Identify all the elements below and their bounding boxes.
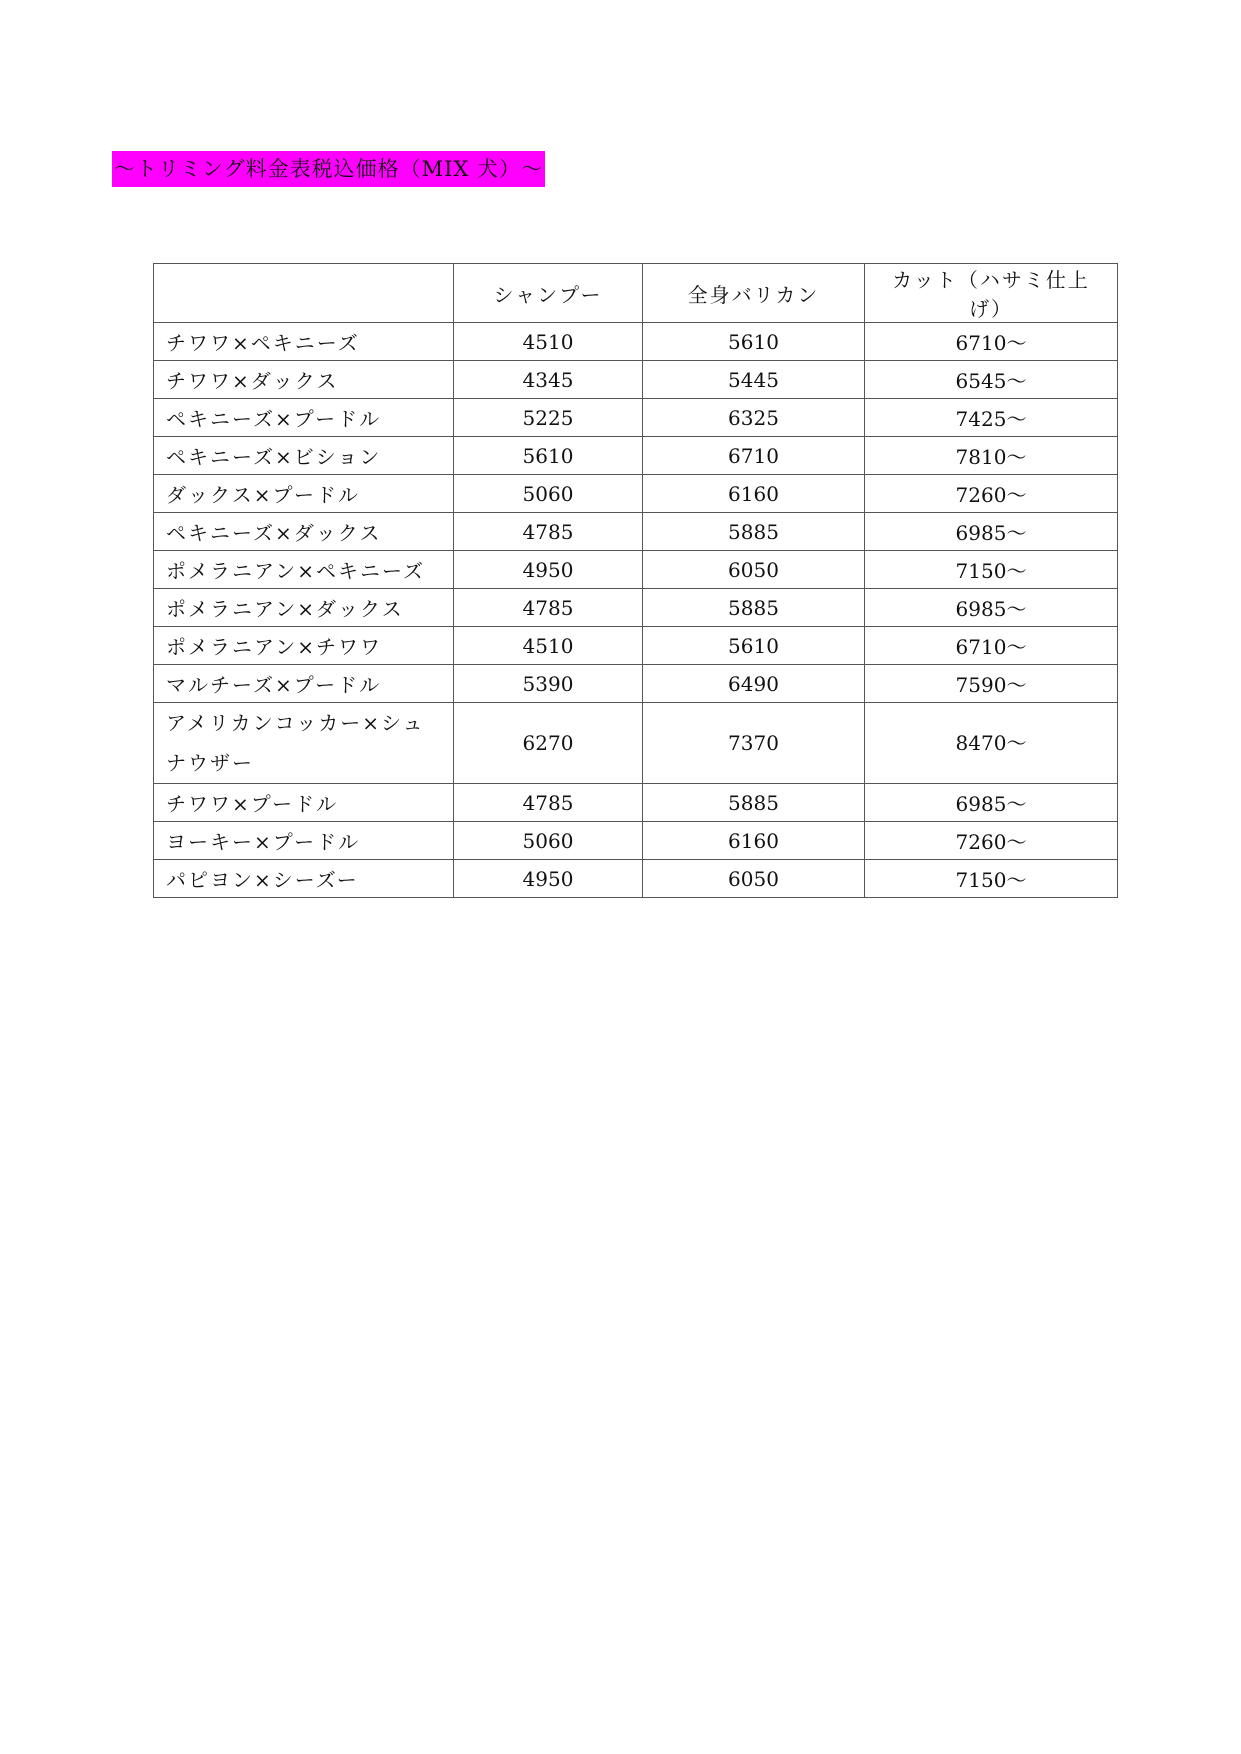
breed-cell: ヨーキー×プードル [154,822,454,860]
cut-price: 6545〜 [865,361,1118,399]
clipper-price: 5610 [643,323,865,361]
cut-price: 6710〜 [865,323,1118,361]
table-row [154,437,1118,475]
breed-cell: ペキニーズ×ダックス [154,513,454,551]
clipper-price: 5885 [643,784,865,822]
clipper-price: 6160 [643,822,865,860]
shampoo-price: 5225 [454,399,643,437]
shampoo-price: 4950 [454,860,643,898]
clipper-price: 5885 [643,589,865,627]
price-table [153,263,1118,898]
cut-price: 6985〜 [865,513,1118,551]
shampoo-price: 4785 [454,589,643,627]
clipper-price: 6160 [643,475,865,513]
breed-cell: ポメラニアン×ダックス [154,589,454,627]
header-shampoo: シャンプー [454,264,643,323]
breed-cell: パピヨン×シーズー [154,860,454,898]
clipper-price: 6325 [643,399,865,437]
table-row [154,627,1118,665]
cut-price: 7260〜 [865,475,1118,513]
breed-cell: ダックス×プードル [154,475,454,513]
cut-price: 8470〜 [865,703,1118,784]
cut-price: 7810〜 [865,437,1118,475]
table-row [154,475,1118,513]
cut-price: 7425〜 [865,399,1118,437]
clipper-price: 5885 [643,513,865,551]
breed-cell: チワワ×プードル [154,784,454,822]
table-row [154,361,1118,399]
table-header-row [154,264,1118,323]
breed-cell: チワワ×ダックス [154,361,454,399]
clipper-price: 6050 [643,860,865,898]
shampoo-price: 4345 [454,361,643,399]
shampoo-price: 5390 [454,665,643,703]
shampoo-price: 4785 [454,784,643,822]
shampoo-price: 4785 [454,513,643,551]
cut-price: 6985〜 [865,784,1118,822]
breed-cell: マルチーズ×プードル [154,665,454,703]
table-row [154,784,1118,822]
clipper-price: 6050 [643,551,865,589]
table-row [154,323,1118,361]
shampoo-price: 5060 [454,822,643,860]
cut-price: 7590〜 [865,665,1118,703]
page-title: 〜トリミング料金表税込価格（MIX 犬）〜 [112,151,545,187]
shampoo-price: 5060 [454,475,643,513]
clipper-price: 6490 [643,665,865,703]
cut-price: 6985〜 [865,589,1118,627]
cut-price: 6710〜 [865,627,1118,665]
table-row [154,665,1118,703]
header-cut: カット（ハサミ仕上げ） [865,264,1118,323]
table-row [154,399,1118,437]
table-row [154,703,1118,784]
shampoo-price: 4510 [454,323,643,361]
shampoo-price: 6270 [454,703,643,784]
clipper-price: 7370 [643,703,865,784]
cut-price: 7150〜 [865,551,1118,589]
breed-cell: ポメラニアン×チワワ [154,627,454,665]
breed-cell: アメリカンコッカー×シュナウザー [154,703,454,784]
shampoo-price: 4510 [454,627,643,665]
breed-cell: ペキニーズ×プードル [154,399,454,437]
breed-cell: ペキニーズ×ビション [154,437,454,475]
clipper-price: 5610 [643,627,865,665]
header-breed [154,264,454,323]
cut-price: 7150〜 [865,860,1118,898]
breed-cell: ポメラニアン×ペキニーズ [154,551,454,589]
clipper-price: 5445 [643,361,865,399]
breed-cell: チワワ×ペキニーズ [154,323,454,361]
table-row [154,860,1118,898]
shampoo-price: 5610 [454,437,643,475]
table-row [154,513,1118,551]
shampoo-price: 4950 [454,551,643,589]
table-row [154,589,1118,627]
table-row [154,551,1118,589]
table-row [154,822,1118,860]
clipper-price: 6710 [643,437,865,475]
header-clipper: 全身バリカン [643,264,865,323]
cut-price: 7260〜 [865,822,1118,860]
